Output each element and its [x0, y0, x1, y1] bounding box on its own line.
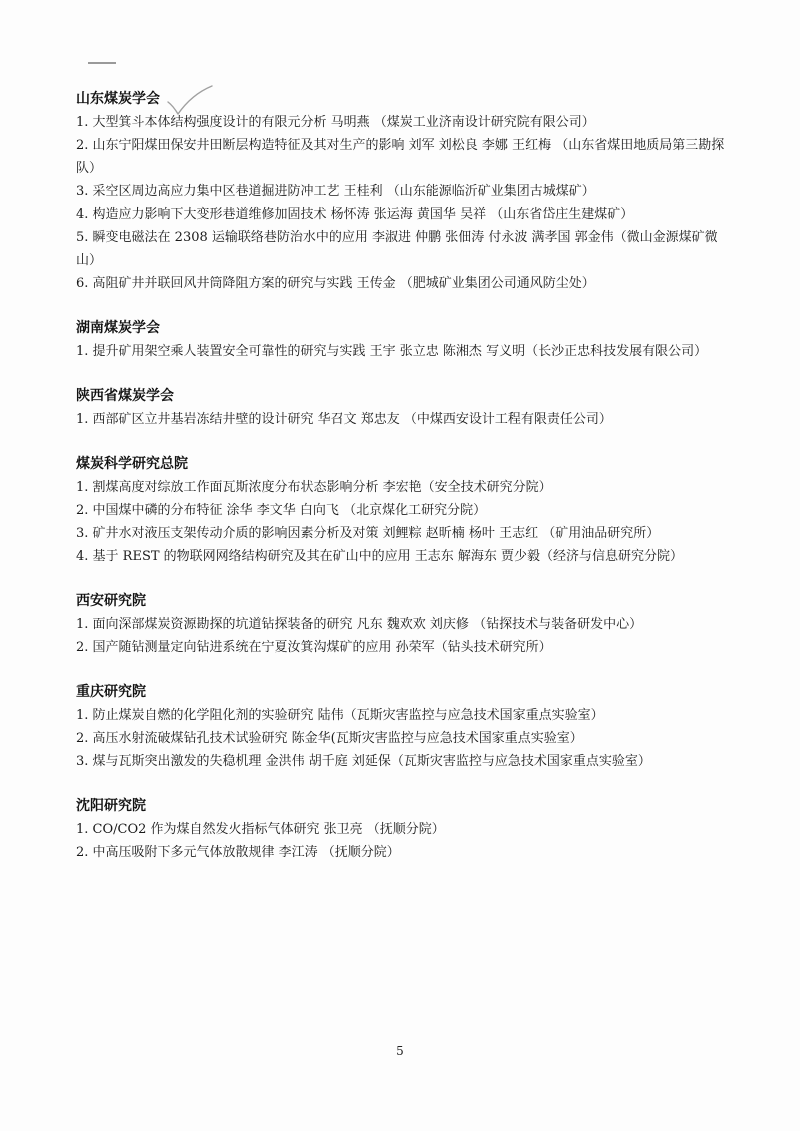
list-item: 2. 山东宁阳煤田保安井田断层构造特征及其对生产的影响 刘军 刘松良 李娜 王红梅 （山东省煤田地质局第三勘探队）: [76, 138, 725, 176]
list-item: 1. CO/CO2 作为煤自然发火指标气体研究 张卫亮 （抚顺分院）: [76, 822, 445, 837]
list-item: 2. 中国煤中磷的分布特征 涂华 李文华 白向飞 （北京煤化工研究分院）: [76, 503, 487, 518]
section-shandong: [76, 88, 736, 295]
list-item: 6. 高阻矿井并联回风井筒降阻方案的研究与实践 王传金 （肥城矿业集团公司通风防尘处）: [76, 276, 595, 291]
list-item: 5. 瞬变电磁法在 2308 运输联络巷防治水中的应用 李淑进 仲鹏 张佃涛 付永波 满孝国 郭金伟（微山金源煤矿微山）: [76, 230, 718, 268]
section-hunan: [76, 317, 736, 363]
scan-mark: [88, 62, 116, 64]
list-item: 3. 采空区周边高应力集中区巷道掘进防冲工艺 王桂利 （山东能源临沂矿业集团古城煤矿）: [76, 184, 595, 199]
list-item: 3. 矿井水对液压支架传动介质的影响因素分析及对策 刘鲤粽 赵昕楠 杨叶 王志红 （矿用油品研究所）: [76, 526, 660, 541]
list-item: 3. 煤与瓦斯突出激发的失稳机理 金洪伟 胡千庭 刘延保（瓦斯灾害监控与应急技术国家重点实验室）: [76, 754, 651, 769]
section-title: 重庆研究院: [76, 684, 146, 700]
section-ccri: [76, 453, 736, 568]
document-body: [76, 88, 736, 886]
section-title: 西安研究院: [76, 593, 146, 609]
section-title: 湖南煤炭学会: [76, 320, 160, 336]
section-shaanxi: [76, 385, 736, 431]
section-title: 沈阳研究院: [76, 798, 146, 814]
list-item: 1. 提升矿用架空乘人装置安全可靠性的研究与实践 王宇 张立忠 陈湘杰 写义明（长沙正忠科技发展有限公司）: [76, 344, 708, 359]
list-item: 1. 防止煤炭自燃的化学阻化剂的实验研究 陆伟（瓦斯灾害监控与应急技术国家重点实验室）: [76, 708, 604, 723]
list-item: 1. 割煤高度对综放工作面瓦斯浓度分布状态影响分析 李宏艳（安全技术研究分院）: [76, 480, 552, 495]
list-item: 1. 西部矿区立井基岩冻结井壁的设计研究 华召文 郑忠友 （中煤西安设计工程有限责任公司）: [76, 412, 612, 427]
section-shenyang: [76, 795, 736, 864]
section-title: 陕西省煤炭学会: [76, 388, 174, 404]
list-item: 2. 国产随钻测量定向钻进系统在宁夏汝箕沟煤矿的应用 孙荣军（钻头技术研究所）: [76, 640, 552, 655]
list-item: 4. 构造应力影响下大变形巷道维修加固技术 杨怀涛 张运海 黄国华 吴祥 （山东省岱庄生建煤矿）: [76, 207, 634, 222]
list-item: 1. 面向深部煤炭资源勘探的坑道钻探装备的研究 凡东 魏欢欢 刘庆修 （钻探技术与装备研发中心）: [76, 617, 643, 632]
list-item: 1. 大型箕斗本体结构强度设计的有限元分析 马明燕 （煤炭工业济南设计研究院有限公司）: [76, 115, 595, 130]
section-chongqing: [76, 681, 736, 773]
page-number: 5: [396, 1044, 404, 1058]
section-title: 煤炭科学研究总院: [76, 456, 188, 472]
section-title: 山东煤炭学会: [76, 91, 160, 107]
list-item: 2. 高压水射流破煤钻孔技术试验研究 陈金华(瓦斯灾害监控与应急技术国家重点实验室）: [76, 731, 583, 746]
section-xian: [76, 590, 736, 659]
list-item: 2. 中高压吸附下多元气体放散规律 李江涛 （抚顺分院）: [76, 845, 400, 860]
list-item: 4. 基于 REST 的物联网网络结构研究及其在矿山中的应用 王志东 解海东 贾少毅（经济与信息研究分院）: [76, 549, 684, 564]
